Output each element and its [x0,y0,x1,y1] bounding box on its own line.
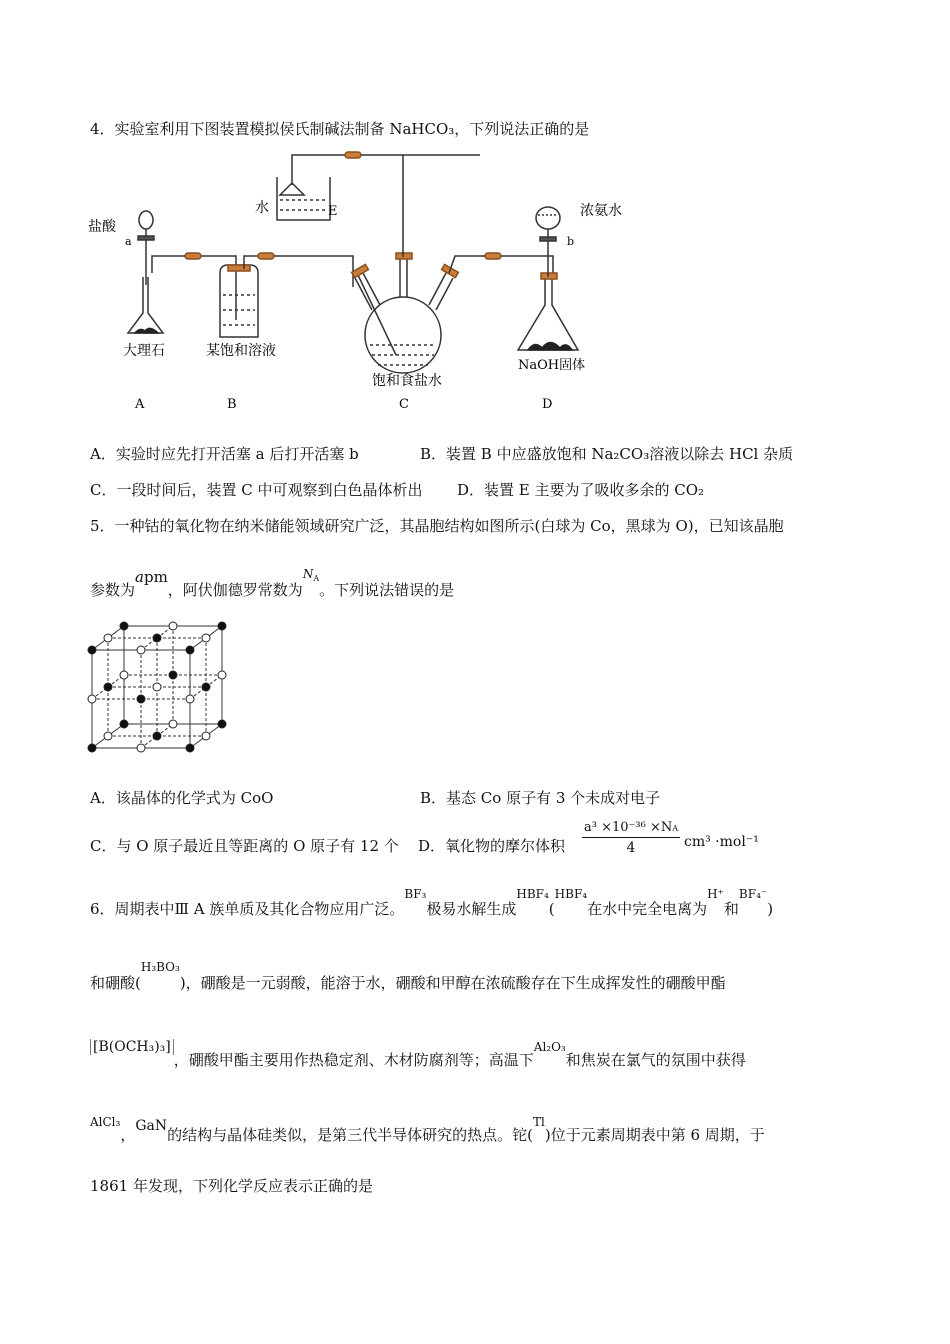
label-valve-b: b [567,235,575,248]
q6-line4: AlCl₃，GaN的结构与晶体硅类似，是第三代半导体研究的热点。铊(Tl)位于元素周期表中第 6 周期，于 [90,1115,765,1144]
bottle-b-outline [220,265,258,337]
flask-c-center-neck [400,257,407,297]
hose-c-d [485,253,501,259]
q4-stem-text: 实验室利用下图装置模拟侯氏制碱法制备 NaHCO₃，下列说法正确的是 [114,120,590,138]
label-marble: 大理石 [123,343,165,359]
label-acid: 盐酸 [88,219,116,235]
bottle-b-stopper [228,265,250,271]
label-e: E [328,204,338,219]
label-water: 水 [255,200,269,216]
label-naoh: NaOH固体 [518,358,586,373]
hose-c-e [345,152,361,158]
q6-line1: 6．周期表中Ⅲ A 族单质及其化合物应用广泛。BF₃极易水解生成HBF₄(HBF₄在水中完全电离为H⁺和BF₄⁻) [90,887,774,918]
atoms [88,622,226,752]
flask-a-outline [128,277,163,333]
label-valve-a: a [125,235,132,248]
letter-a: A [135,397,145,412]
flask-c-center-stopper [396,253,412,259]
flask-c-right-neck [429,273,453,310]
q5-na: N [302,567,314,581]
hose-a-b [185,253,201,259]
tube-c-e [292,155,480,257]
q5-option-d-fraction: a³ ×10⁻³⁶ ×NA 4 [584,820,678,856]
q4-option-c: C．一段时间后，装置 C 中可观察到白色晶体析出 [90,481,423,499]
acid-funnel [139,211,153,229]
tube-b-c [244,256,353,287]
letter-c: C [399,397,409,412]
q5-stem-line1: 5．一种钴的氧化物在纳米储能领域研究广泛，其晶胞结构如图所示(白球为 Co，黑球为 O)，已知该晶胞 [90,517,784,535]
q6-line5: 1861 年发现，下列化学反应表示正确的是 [90,1177,373,1195]
q5-number: 5． [90,517,115,535]
tube-c-d [449,256,553,275]
flask-a-marble [135,328,158,333]
q4-option-b: B．装置 B 中应盛放饱和 Na₂CO₃溶液以除去 HCl 杂质 [420,445,794,463]
fraction-denominator: 4 [626,840,636,856]
q4-number: 4． [90,120,115,138]
flask-c-left-neck [355,273,380,310]
ammonia-funnel [536,207,560,229]
q6-number: 6． [90,900,115,918]
flask-d-stopper [541,273,557,279]
label-brine: 饱和食盐水 [372,373,442,389]
flask-c-outline [365,297,441,373]
q5-option-d-label: D．氧化物的摩尔体积 [418,837,566,855]
q4-option-a: A．实验时应先打开活塞 a 后打开活塞 b [90,445,359,463]
q5-stem-line2: 参数为apm，阿伏伽德罗常数为$^{NA}$。下列说法错误的是 [90,567,455,599]
q5-option-a: A．该晶体的化学式为 CoO [90,789,274,807]
q4-stem [90,118,589,139]
q5-option-b: B．基态 Co 原子有 3 个未成对电子 [420,789,661,807]
flask-c-inlet-tube [358,275,396,355]
fraction-numerator: a³ ×10⁻³⁶ ×N [584,820,673,835]
valve-b-body [540,237,556,241]
q4-option-d: D．装置 E 主要为了吸收多余的 CO₂ [457,481,705,499]
q5-option-d-unit: cm³ ·mol⁻¹ [684,834,759,850]
beaker-e-outline [277,177,330,220]
letter-b: B [227,397,237,412]
q5-a-var: a [135,568,144,586]
letter-d: D [542,397,553,412]
flask-d-outline [518,277,578,350]
label-bottle-b: 某饱和溶液 [206,343,276,359]
q5-crystal-cell-diagram [82,618,242,756]
label-ammonia: 浓氨水 [580,203,622,219]
valve-a-body [138,236,154,240]
q4-apparatus-diagram [80,145,780,420]
q6-line3: [B(OCH₃)₃]，硼酸甲酯主要用作热稳定剂、木材防腐剂等；高温下Al₂O₃和焦炭在氯气的氛围中获得 [90,1035,746,1075]
flask-d-naoh [528,343,572,351]
q6-line2: 和硼酸(H₃BO₃)，硼酸是一元弱酸，能溶于水，硼酸和甲醇在浓硫酸存在下生成挥发性的硼酸甲酯 [90,960,726,992]
q5-option-c: C．与 O 原子最近且等距离的 O 原子有 12 个 [90,837,399,855]
hose-b-c [258,253,274,259]
